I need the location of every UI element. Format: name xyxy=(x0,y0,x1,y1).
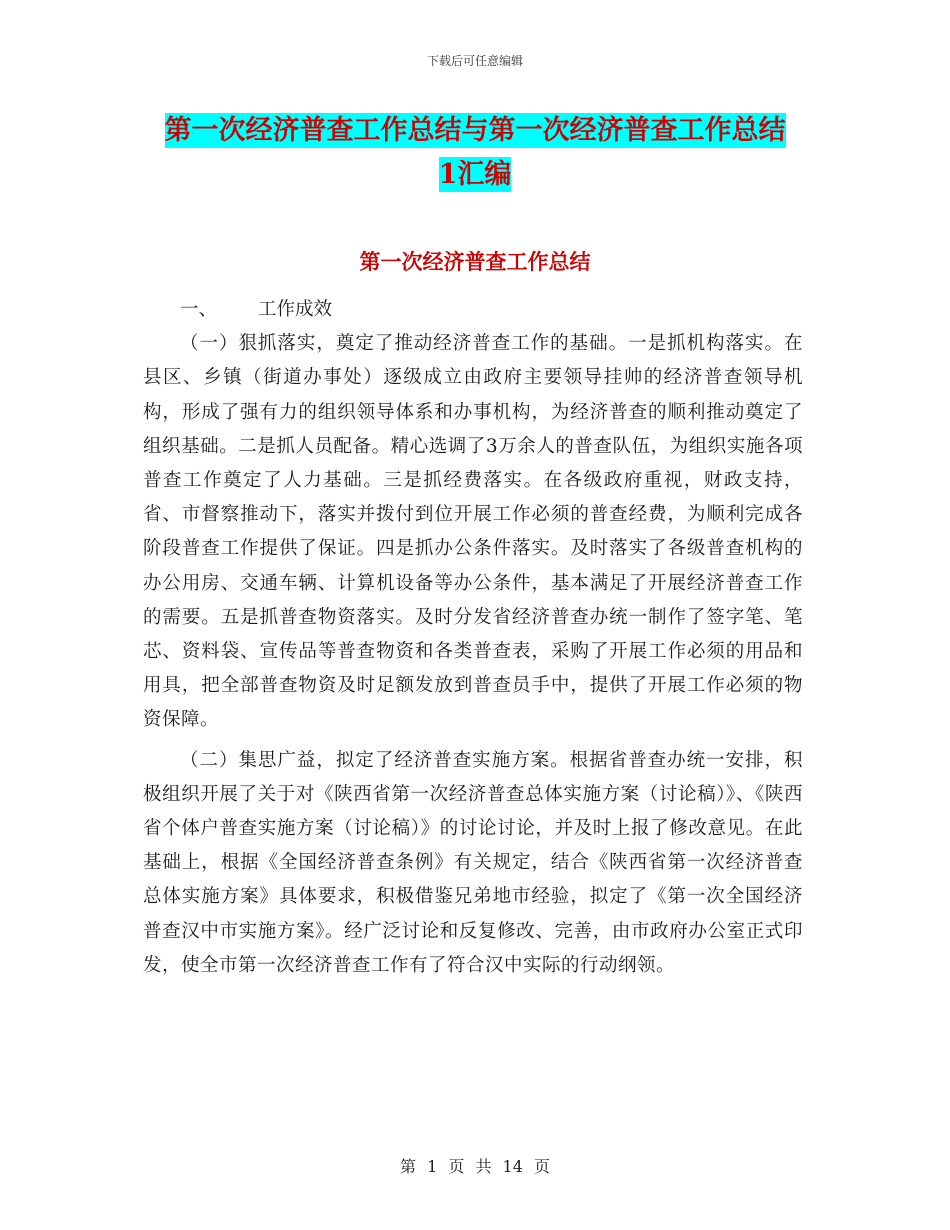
title-highlight: 1汇编 xyxy=(438,159,512,190)
document-title-line1 xyxy=(0,114,950,148)
section-heading-text: 工作成效 xyxy=(258,299,333,320)
document-body xyxy=(143,293,803,983)
document-title-line2 xyxy=(0,158,950,192)
paragraph: （二）集思广益，拟定了经济普查实施方案。根据省普查办统一安排，积极组织开展了关于对《陕西省第一次经济普查总体实施方案（讨论稿）》、《陕西省个体户普查实施方案（讨论稿）》的讨论讨论，并及时上报了修改意见。在此基础上，根据《全国经济普查条例》有关规定，结合《陕西省第一次经济普查总体实施方案》具体要求，积极借鉴兄弟地市经验，拟定了《第一次全国经济普查汉中市实施方案》。经广泛讨论和反复修改、完善，由市政府办公室正式印发，使全市第一次经济普查工作有了符合汉中实际的行动纲领。 xyxy=(143,749,803,976)
section-number: 一、 xyxy=(180,299,218,320)
paragraph: （一）狠抓落实，奠定了推动经济普查工作的基础。一是抓机构落实。在县区、乡镇（街道办事处）逐级成立由政府主要领导挂帅的经济普查领导机构，形成了强有力的组织领导体系和办事机构，为经济普查的顺利推动奠定了组织基础。二是抓人员配备。精心选调了3万余人的普查队伍，为组织实施各项普查工作奠定了人力基础。三是抓经费落实。在各级政府重视，财政支持，省、市督察推动下，落实并拨付到位开展工作必须的普查经费，为顺利完成各阶段普查工作提供了保证。四是抓办公条件落实。及时落实了各级普查机构的办公用房、交通车辆、计算机设备等办公条件，基本满足了开展经济普查工作的需要。五是抓普查物资落实。及时分发省经济普查办统一制作了签字笔、笔芯、资料袋、宣传品等普查物资和各类普查表，采购了开展工作必须的用品和用具，把全部普查物资及时足额发放到普查员手中，提供了开展工作必须的物资保障。 xyxy=(143,333,803,731)
page-footer: 第 1 页 共 14 页 xyxy=(400,1157,550,1176)
page-header-note: 下载后可任意编辑 xyxy=(426,54,523,68)
title-highlight: 第一次经济普查工作总结与第一次经济普查工作总结 xyxy=(164,115,786,146)
section-heading xyxy=(143,293,803,327)
section-subtitle: 第一次经济普查工作总结 xyxy=(359,249,591,274)
